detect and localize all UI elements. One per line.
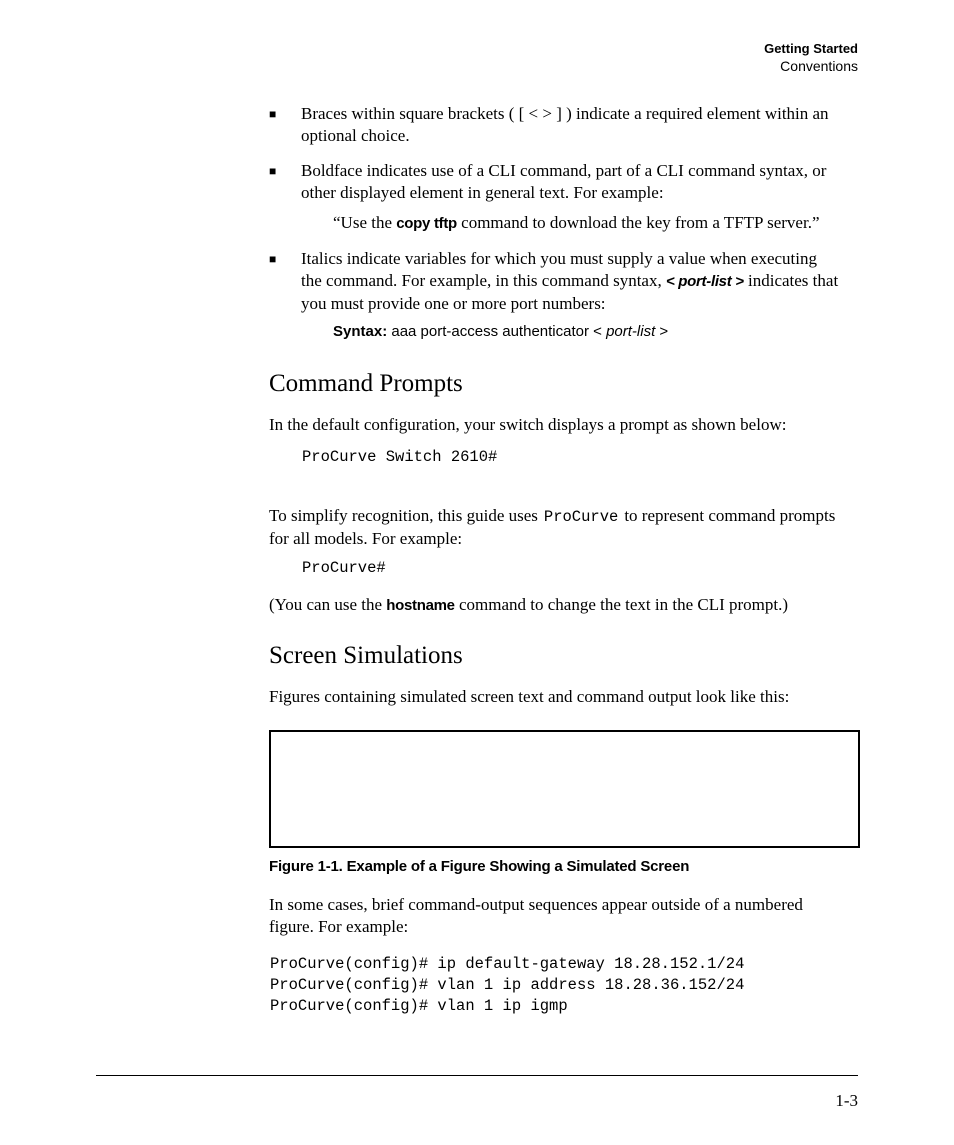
screen-simulations-heading: Screen Simulations [269,642,463,669]
syntax-command: aaa port-access authenticator < [391,323,607,340]
screen-simulations-intro: Figures containing simulated screen text and command output look like this: [269,687,790,706]
bullet-text-boldface: Boldface indicates use of a CLI command, part of a CLI command syntax, or other displayed element in general text. For example: [301,161,827,202]
bullet-marker: ■ [269,252,277,266]
simulated-screen-figure [269,730,860,848]
code-example-block [270,954,744,1017]
code-line: ProCurve(config)# ip default-gateway 18.28.152.1/24 [270,955,745,973]
hostname-text-start: (You can use the [269,595,387,614]
hostname-note [269,594,869,617]
simplify-text-end: to represent command prompts for all models. For example: [269,506,836,548]
command-prompts-heading: Command Prompts [269,370,463,397]
italics-text-start: Italics indicate variables for which you must supply a value when executing the command. For example, in this command syntax, [301,249,817,290]
prompt-example-code: ProCurve Switch 2610# [302,448,498,466]
port-list-variable: < port-list > [665,273,744,290]
bullet-marker: ■ [269,164,277,178]
italics-text-end: indicates that you must provide one or more port numbers: [301,271,839,313]
simplify-text-start: To simplify recognition, this guide uses [269,506,538,525]
boldface-example-quote [333,212,873,235]
quote-text-start: “Use the [333,213,397,232]
code-line: ProCurve(config)# vlan 1 ip address 18.28.36.152/24 [270,976,745,994]
quote-text-end: command to download the key from a TFTP server.” [456,213,820,232]
syntax-example [333,323,668,340]
syntax-variable: port-list [606,323,656,340]
procurve-inline-code: ProCurve [543,508,619,526]
bullet-marker: ■ [269,107,277,121]
copy-tftp-command: copy tftp [396,215,457,232]
hostname-command: hostname [386,597,455,614]
code-line: ProCurve(config)# vlan 1 ip igmp [270,997,568,1015]
syntax-end: > [655,323,669,340]
bullet-text-braces: Braces within square brackets ( [ < > ] ) indicate a required element within an optional choice. [301,104,829,145]
bullet-text-italics [301,248,841,315]
syntax-label: Syntax: [333,323,388,340]
figure-caption: Figure 1-1. Example of a Figure Showing a Simulated Screen [269,858,690,875]
running-header-section: Getting Started [764,41,858,56]
brief-sequences-text: In some cases, brief command-output sequences appear outside of a numbered figure. For example: [269,895,803,936]
page-number: 1-3 [835,1091,858,1110]
footer-rule [96,1075,858,1076]
short-prompt-code: ProCurve# [302,559,386,577]
running-header-subsection: Conventions [780,58,858,74]
hostname-text-end: command to change the text in the CLI prompt.) [454,595,789,614]
simplify-recognition-text [269,505,859,550]
command-prompts-intro: In the default configuration, your switch displays a prompt as shown below: [269,415,787,434]
